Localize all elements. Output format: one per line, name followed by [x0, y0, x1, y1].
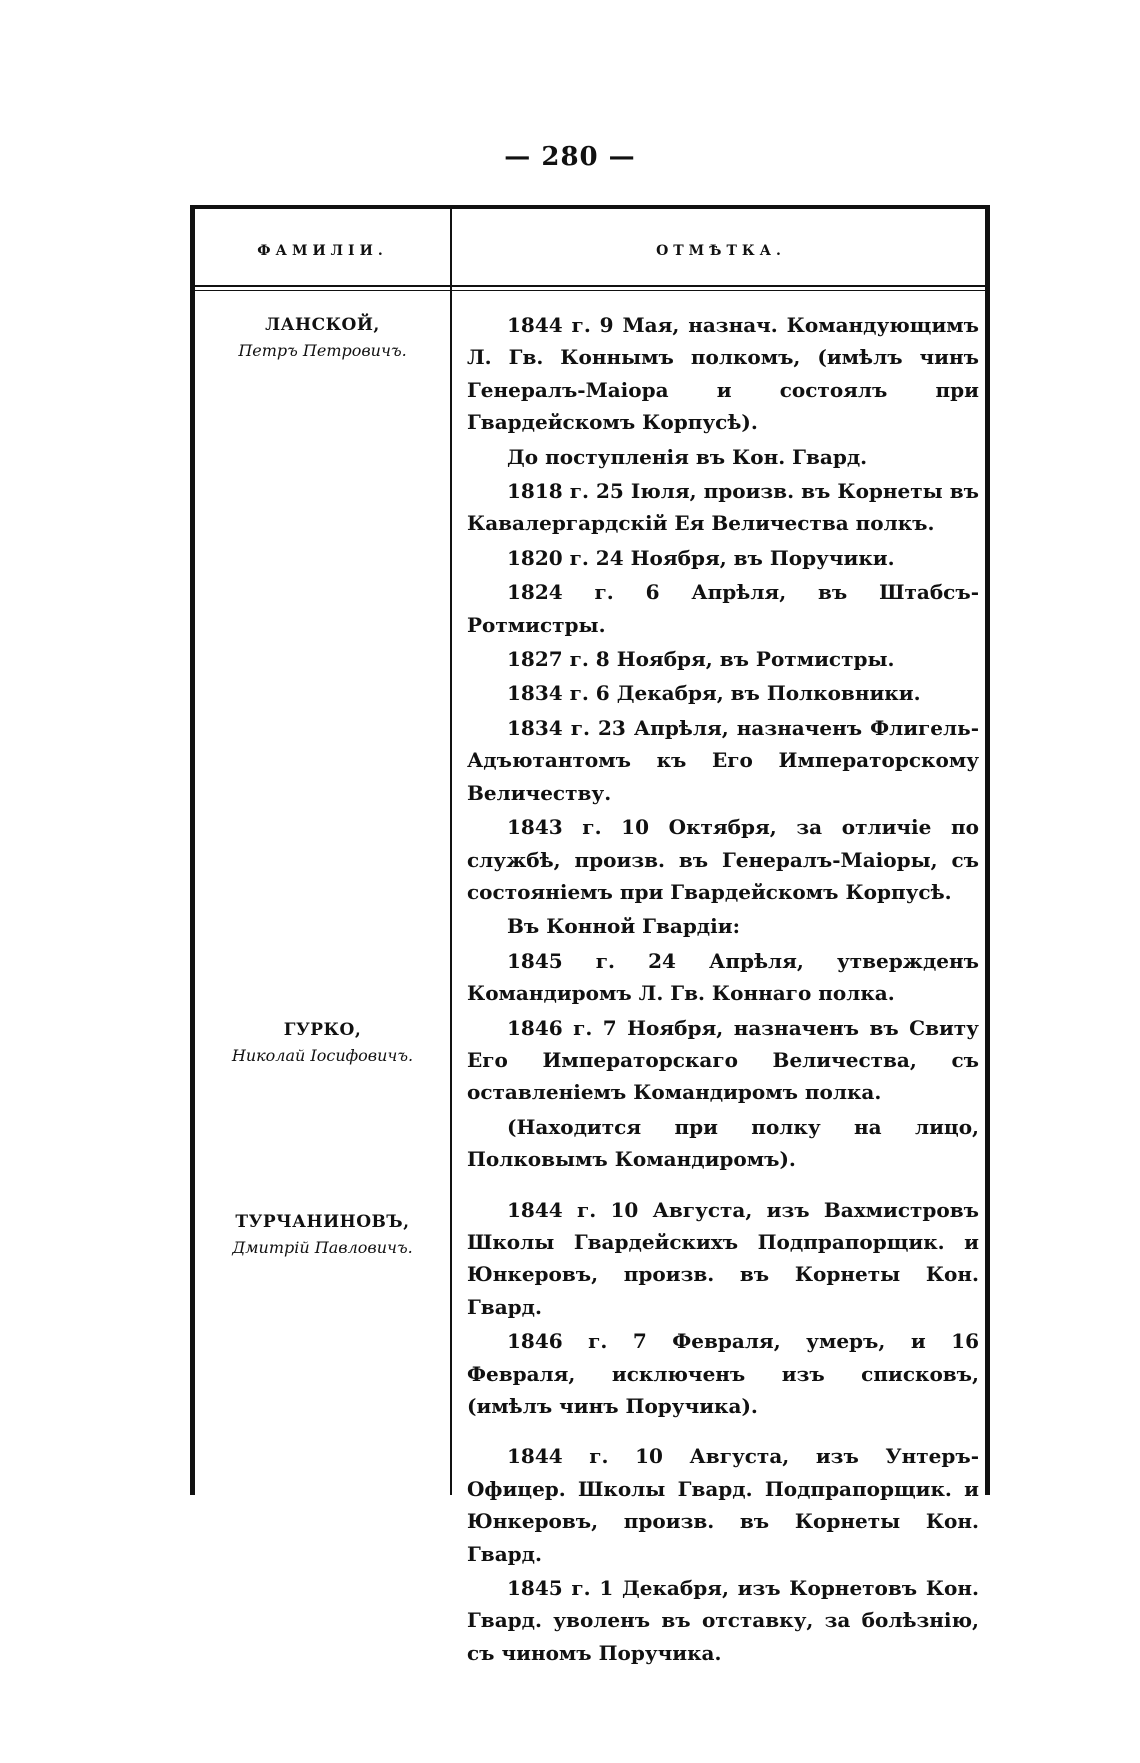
notes-turchaninov	[467, 1440, 979, 1669]
notes-column	[467, 309, 979, 1671]
notes-gurko	[467, 1194, 979, 1423]
note-entry: 1844 г. 10 Августа, изъ Унтеръ-Офицер. Школы Гвард. Подпрапорщик. и Юнкеровъ, произв. въ Корнеты Кон. Гвард.	[467, 1444, 979, 1566]
column-header-notes: ОТМѢТКА.	[656, 243, 786, 259]
note-entry: 1844 г. 10 Августа, изъ Вахмистровъ Школы Гвардейскихъ Подпрапорщик. и Юнкеровъ, произв. въ Корнеты Кон. Гвард.	[467, 1197, 979, 1319]
person-name-turchaninov	[195, 1209, 450, 1261]
surname: ЛАНСКОЙ,	[265, 315, 380, 335]
column-divider	[450, 209, 452, 1495]
note-entry: 1844 г. 9 Мая, назнач. Командующимъ Л. Гв. Коннымъ полкомъ, (имѣлъ чинъ Генералъ-Маіора и состоялъ при Гвардейскомъ Корпусѣ).	[467, 313, 979, 435]
note-entry: 1846 г. 7 Ноября, назначенъ въ Свиту Его Императорскаго Величества, съ оставленіемъ Командиромъ полка.	[467, 1015, 979, 1105]
note-entry: 1834 г. 6 Декабря, въ Полковники.	[507, 681, 921, 706]
page-number: — 280 —	[504, 142, 636, 172]
surname: ГУРКО,	[283, 1020, 362, 1040]
person-name-lanskoy	[195, 312, 450, 364]
note-entry: 1818 г. 25 Іюля, произв. въ Корнеты въ Кавалергардскій Ея Величества полкъ.	[467, 479, 979, 536]
note-entry: 1845 г. 24 Апрѣля, утвержденъ Командиромъ Л. Гв. Коннаго полка.	[467, 948, 979, 1006]
header-rule	[195, 285, 985, 287]
note-entry: 1820 г. 24 Ноября, въ Поручики.	[507, 545, 895, 570]
given-name: Петръ Петровичъ.	[238, 341, 407, 360]
header-rule-thin	[195, 290, 985, 291]
note-entry: (Находится при полку на лицо, Полковымъ Командиромъ).	[467, 1114, 979, 1172]
given-name: Николай Іосифовичъ.	[231, 1046, 414, 1065]
register-table	[190, 205, 990, 1665]
column-header-names: ФАМИЛІИ.	[257, 243, 388, 259]
surname: ТУРЧАНИНОВЪ,	[235, 1212, 410, 1232]
notes-lanskoy	[467, 309, 979, 1176]
note-entry: 1845 г. 1 Декабря, изъ Корнетовъ Кон. Гвард. уволенъ въ отставку, за болѣзнію, съ чиномъ Поручика.	[467, 1576, 979, 1665]
note-entry: 1843 г. 10 Октября, за отличіе по службѣ, произв. въ Генералъ-Маіоры, съ состояніемъ при Гвардейскомъ Корпусѣ.	[467, 815, 979, 904]
note-entry: 1824 г. 6 Апрѣля, въ Штабсъ-Ротмистры.	[467, 580, 979, 637]
given-name: Дмитрій Павловичъ.	[232, 1238, 413, 1257]
note-entry: До поступленія въ Кон. Гвард.	[507, 444, 868, 469]
note-entry: Въ Конной Гвардіи:	[507, 914, 740, 939]
note-entry: 1834 г. 23 Апрѣля, назначенъ Флигель-Адъютантомъ къ Его Императорскому Величеству.	[467, 715, 979, 805]
note-entry: 1846 г. 7 Февраля, умеръ, и 16 Февраля, исключенъ изъ списковъ, (имѣлъ чинъ Поручика).	[467, 1329, 979, 1418]
person-name-gurko	[195, 1017, 450, 1069]
note-entry: 1827 г. 8 Ноября, въ Ротмистры.	[507, 647, 895, 672]
